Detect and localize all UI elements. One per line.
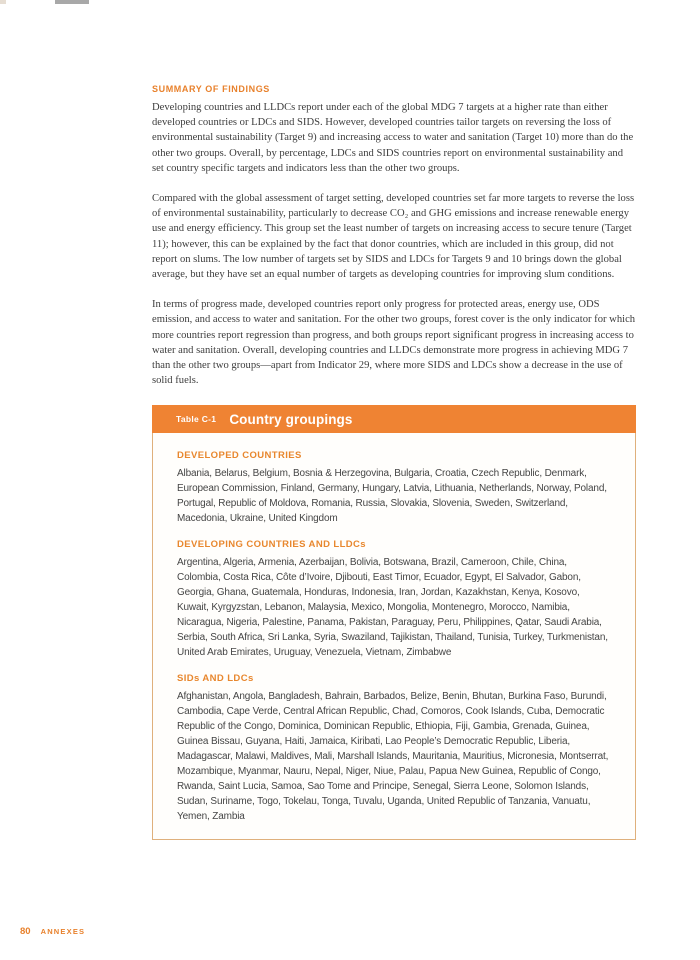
group-heading-developed: DEVELOPED COUNTRIES [177,450,302,462]
main-content-column [152,84,636,840]
table-header-bar [152,405,636,433]
table-body [152,433,636,840]
table-title: Country groupings [229,411,353,427]
summary-paragraph-3: In terms of progress made, developed countries report only progress for protected areas, energy use, ODS emission, and access to water and sanitation. For the other two groups, forest cover is the only indicator for which more countries report regression than progress, and both groups report significant progress in increasing access to water and sanitation. Overall, developing countries and LLDCs demonstrate more progress in achieving MDG 7 than the other two groups—apart from Indicator 29, where more SIDS and LDCs show a decrease in the use of solid fuels. [152,299,636,387]
group-countries-developed: Albania, Belarus, Belgium, Bosnia & Herzegovina, Bulgaria, Croatia, Czech Republic, Denmark, European Commission, Finland, Germany, Hungary, Latvia, Lithuania, Netherlands, Norway, Poland, Portugal, Republic of Moldova, Romania, Russia, Slovakia, Slovenia, Sweden, Switzerland, Macedonia, Ukraine, United Kingdom [177,468,607,525]
page-corner-mark [0,0,6,4]
summary-paragraph-1: Developing countries and LLDCs report under each of the global MDG 7 targets at a higher rate than either developed countries or LDCs and SIDS. However, developed countries tailor targets on reversing the loss of environmental sustainability (Target 9) and increasing access to water and sanitation (Target 10) more than do the other two groups. Overall, by percentage, LDCs and SIDS countries report on environmental sustainability and set country specific targets and indicators less than the other two groups. [152,102,634,174]
group-countries-developing: Argentina, Algeria, Armenia, Azerbaijan, Bolivia, Botswana, Brazil, Cameroon, Chile, China, Colombia, Costa Rica, Côte d’Ivoire, Djibouti, East Timor, Ecuador, Egypt, El Salvador, Gabon, Georgia, Ghana, Guatemala, Honduras, Indonesia, Iran, Jordan, Kazakhstan, Kenya, Kosovo, Kuwait, Kyrgyzstan, Lebanon, Malaysia, Mexico, Mongolia, Montenegro, Morocco, Namibia, Nicaragua, Nigeria, Palestine, Panama, Pakistan, Paraguay, Peru, Philippines, Qatar, Saudi Arabia, Serbia, South Africa, Sri Lanka, Syria, Swaziland, Tajikistan, Thailand, Tunisia, Turkey, Turkmenistan, United Arab Emirates, Uruguay, Venezuela, Vietnam, Zimbabwe [177,557,608,659]
group-heading-developing: DEVELOPING COUNTRIES AND LLDCs [177,539,366,551]
summary-paragraph-2: Compared with the global assessment of target setting, developed countries set far more targets to reverse the loss of environmental sustainability, particularly to decrease CO₂ and GHG emissions and increase renewable energy use and energy efficiency. This group set the least number of targets on increasing access to secure tenure (Target 11); however, this can be explained by the fact that donor countries, which are included in this group, did not report on slums. The low number of targets set by SIDS and LDCs for Targets 9 and 10 brings down the global average, but they have set an equal number of targets as developing countries for improving slum conditions. [152,193,635,281]
table-c1-country-groupings [152,405,636,840]
group-heading-sids-ldcs: SIDs AND LDCs [177,673,254,685]
group-developed-countries [177,450,611,526]
summary-of-findings-heading: SUMMARY OF FINDINGS [152,84,270,94]
group-developing-countries-lldcs [177,539,611,660]
page-footer [20,926,85,937]
table-number-label: Table C-1 [176,414,217,425]
footer-section-label: ANNEXES [40,927,86,936]
group-countries-sids-ldcs: Afghanistan, Angola, Bangladesh, Bahrain, Barbados, Belize, Benin, Bhutan, Burkina Faso, Burundi, Cambodia, Cape Verde, Central African Republic, Chad, Comoros, Cook Islands, Cuba, Democratic Republic of the Congo, Dominica, Dominican Republic, Ethiopia, Fiji, Gambia, Grenada, Guinea, Guinea Bissau, Guyana, Haiti, Jamaica, Kiribati, Lao People’s Democratic Republic, Liberia, Madagascar, Malawi, Maldives, Mali, Marshall Islands, Mauritania, Mauritius, Micronesia, Montserrat, Mozambique, Myanmar, Nauru, Nepal, Niger, Niue, Palau, Papua New Guinea, Republic of Congo, Rwanda, Saint Lucia, Samoa, Sao Tome and Principe, Senegal, Sierra Leone, Solomon Islands, Sudan, Suriname, Togo, Tokelau, Tonga, Tuvalu, Uganda, United Republic of Tanzania, Vanuatu, Yemen, Zambia [177,691,609,823]
page-number: 80 [20,926,31,937]
group-sids-ldcs [177,673,611,824]
top-edge-gray-bar [55,0,89,4]
